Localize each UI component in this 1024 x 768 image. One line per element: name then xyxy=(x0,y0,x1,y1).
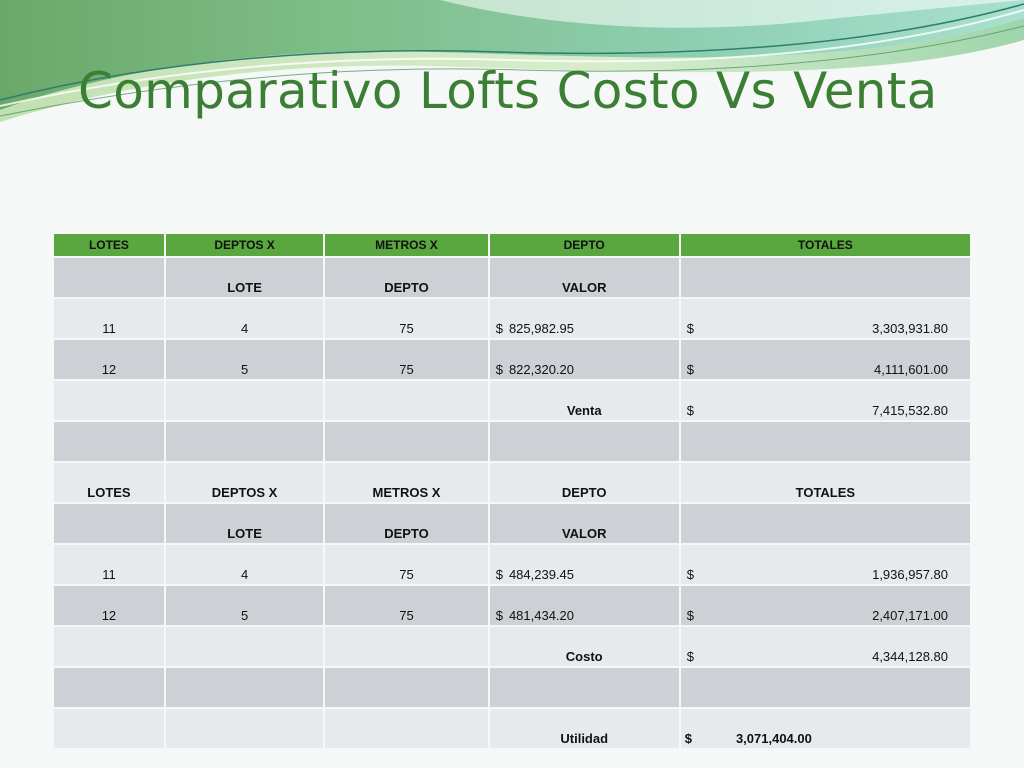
costo-label: Costo xyxy=(490,627,679,666)
table-cell: 5 xyxy=(166,586,323,625)
table-cell xyxy=(681,422,970,461)
utilidad-amount: 3,071,404.00 xyxy=(735,731,812,746)
table-cell: 11 xyxy=(54,545,164,584)
table-cell xyxy=(166,668,323,707)
table-cell xyxy=(490,586,679,625)
table-cell xyxy=(681,627,970,666)
table-cell xyxy=(681,381,970,420)
costo-total-amount: 4,344,128.80 xyxy=(872,649,948,664)
venta-label: Venta xyxy=(490,381,679,420)
table-cell: 12 xyxy=(54,586,164,625)
table-row xyxy=(54,709,970,748)
table-cell: VALOR xyxy=(490,504,679,543)
table-row xyxy=(54,299,970,338)
table-row xyxy=(54,627,970,666)
slide-title: Comparativo Lofts Costo Vs Venta xyxy=(78,62,938,120)
table-cell xyxy=(54,422,164,461)
total-amount: 3,303,931.80 xyxy=(872,321,948,336)
table-cell xyxy=(681,668,970,707)
table-cell: DEPTO xyxy=(325,504,487,543)
table-cell xyxy=(54,381,164,420)
table-cell: LOTES xyxy=(54,463,164,502)
table-cell: 5 xyxy=(166,340,323,379)
table-cell xyxy=(325,422,487,461)
header-cell: DEPTO xyxy=(490,234,679,256)
currency-symbol: $ xyxy=(686,321,694,336)
table-cell: VALOR xyxy=(490,258,679,297)
table-cell xyxy=(490,545,679,584)
table-cell: DEPTOS X xyxy=(166,463,323,502)
table-row xyxy=(54,545,970,584)
table-cell: METROS X xyxy=(325,463,487,502)
currency-symbol: $ xyxy=(495,362,503,377)
table-cell xyxy=(490,299,679,338)
table-row xyxy=(54,586,970,625)
currency-symbol: $ xyxy=(495,608,503,623)
currency-symbol: $ xyxy=(686,403,694,418)
table-cell xyxy=(54,258,164,297)
utilidad-label: Utilidad xyxy=(490,709,679,748)
table-cell xyxy=(54,709,164,748)
table-header-row xyxy=(54,234,970,256)
table-cell: 4 xyxy=(166,545,323,584)
valor-amount: 481,434.20 xyxy=(508,608,575,623)
currency-symbol: $ xyxy=(495,567,503,582)
currency-symbol: $ xyxy=(686,608,694,623)
table-cell: 11 xyxy=(54,299,164,338)
table-cell xyxy=(681,709,970,748)
currency-symbol: $ xyxy=(686,362,694,377)
table-cell xyxy=(681,504,970,543)
total-amount: 2,407,171.00 xyxy=(872,608,948,623)
table-cell xyxy=(681,586,970,625)
table-cell xyxy=(681,545,970,584)
table-cell: LOTE xyxy=(166,504,323,543)
table-row xyxy=(54,422,970,461)
header-cell: TOTALES xyxy=(681,234,970,256)
table-cell xyxy=(681,299,970,338)
total-amount: 1,936,957.80 xyxy=(872,567,948,582)
valor-amount: 484,239.45 xyxy=(508,567,575,582)
table-cell xyxy=(490,340,679,379)
table-cell: DEPTO xyxy=(490,463,679,502)
table-cell: 75 xyxy=(325,545,487,584)
currency-symbol: $ xyxy=(684,731,692,746)
table-cell xyxy=(325,627,487,666)
table-cell: 75 xyxy=(325,586,487,625)
table-cell xyxy=(54,627,164,666)
currency-symbol: $ xyxy=(686,649,694,664)
table-cell: 4 xyxy=(166,299,323,338)
table-cell xyxy=(681,258,970,297)
table-cell xyxy=(166,709,323,748)
table-cell xyxy=(490,422,679,461)
table-cell xyxy=(325,668,487,707)
table-cell xyxy=(325,709,487,748)
table-row xyxy=(54,258,970,297)
table-cell: LOTE xyxy=(166,258,323,297)
venta-total-amount: 7,415,532.80 xyxy=(872,403,948,418)
table-cell: DEPTO xyxy=(325,258,487,297)
table-cell xyxy=(54,504,164,543)
header-cell: LOTES xyxy=(54,234,164,256)
table-cell: 75 xyxy=(325,340,487,379)
comparison-table xyxy=(52,232,972,750)
table-row xyxy=(54,504,970,543)
header-cell: DEPTOS X xyxy=(166,234,323,256)
table-cell xyxy=(490,668,679,707)
table-cell xyxy=(325,381,487,420)
table-cell: 12 xyxy=(54,340,164,379)
table-cell xyxy=(166,381,323,420)
table-cell xyxy=(681,340,970,379)
table-cell xyxy=(54,668,164,707)
header-cell: METROS X xyxy=(325,234,487,256)
table-cell xyxy=(166,422,323,461)
table-cell: 75 xyxy=(325,299,487,338)
currency-symbol: $ xyxy=(686,567,694,582)
table-cell xyxy=(166,627,323,666)
table-row xyxy=(54,340,970,379)
table-row xyxy=(54,668,970,707)
currency-symbol: $ xyxy=(495,321,503,336)
valor-amount: 822,320.20 xyxy=(508,362,575,377)
total-amount: 4,111,601.00 xyxy=(874,362,948,377)
table-row xyxy=(54,463,970,502)
table-cell: TOTALES xyxy=(681,463,970,502)
valor-amount: 825,982.95 xyxy=(508,321,575,336)
table-row xyxy=(54,381,970,420)
